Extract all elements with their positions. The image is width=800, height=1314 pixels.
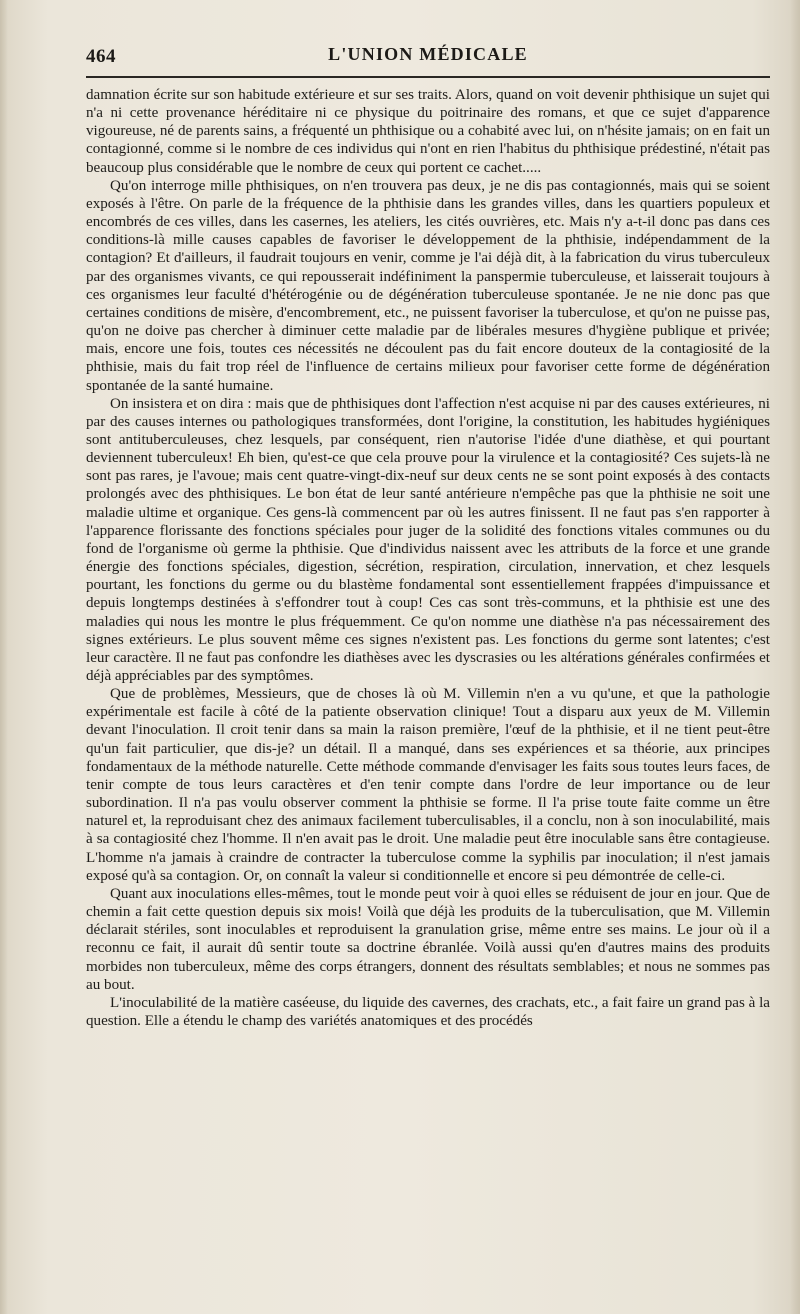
journal-title: L'UNION MÉDICALE	[328, 44, 528, 64]
paragraph-6: L'inoculabilité de la matière caséeuse, du liquide des cavernes, des crachats, etc., a fait faire un grand pas à la question. Elle a étendu le champ des variétés anatomiques et des procédés	[86, 994, 770, 1029]
scan-shadow-left	[0, 0, 8, 1314]
running-header	[86, 40, 770, 70]
paragraph-2: Qu'on interroge mille phthisiques, on n'en trouvera pas deux, je ne dis pas contagionnés, mais qui se soient exposés à l'être. On parle de la fréquence de la phthisie dans les grandes villes, dans les quartiers populeux et encombrés de ces villes, dans les casernes, les ateliers, les cités ouvrières, etc. Mais n'y a-t-il donc pas dans ces conditions-là mille causes capables de favoriser le développement de la phthisie, indépendamment de la contagion? Et d'ailleurs, il faudrait toujours en venir, comme je l'ai déjà dit, à la fabrication du virus tuberculeux par des organismes vivants, ce qui repousserait indéfiniment la panspermie tuberculeuse, et laisserait toujours à ces organismes leur faculté d'hétérogénie ou de dégénération tuberculeuse spontanée. Je ne nie donc pas que certaines conditions de misère, d'encombrement, etc., ne puissent favoriser la tuberculose, et qu'on ne puisse pas, qu'on ne doive pas chercher à diminuer cette maladie par de libérales mesures d'hygiène publique et privée; mais, encore une fois, toutes ces nécessités ne découlent pas du fait encore douteux de la contagiosité de la phthisie, mais du fait trop réel de l'influence de certains milieux pour favoriser cette forme de dégénération spontanée de la santé humaine.	[86, 177, 770, 394]
paragraph-3: On insistera et on dira : mais que de phthisiques dont l'affection n'est acquise ni par des causes extérieures, ni par des causes internes ou pathologiques transformées, dont l'origine, la constitution, les habitudes hygiéniques sont antituberculeuses, chez lesquels, par conséquent, rien n'autorise l'idée d'une diathèse, et qui pourtant deviennent tuberculeux! Eh bien, qu'est-ce que cela prouve pour la virulence et la contagiosité? Ces sujets-là ne sont pas rares, je l'avoue; mais cent quatre-vingt-dix-neuf sur deux cents ne se sont point exposés à des contacts prolongés avec des phthisiques. Le bon état de leur santé antérieure n'empêche pas que la phthisie ne soit une maladie ultime et organique. Ces gens-là commencent par où les autres finissent. Il ne faut pas s'en rapporter à l'apparence florissante des fonctions spéciales pour juger de la solidité des fonctions vitales communes ou du fond de l'organisme où germe la phthisie. Que d'individus naissent avec les attributs de la force et une grande énergie des fonctions spéciales, digestion, sécrétion, respiration, circulation, innervation, et chez lesquels pourtant, les fonctions du germe ou du blastème fondamental sont essentiellement frappées d'impuissance et depuis longtemps destinées à s'effondrer tout à coup! Ces cas sont très-communs, et la phthisie est une des maladies qui nous les montre le plus fréquemment. Ce qu'on nomme une diathèse n'a pas nécessairement des signes extérieurs. Le plus souvent même ces signes n'existent pas. Les fonctions du germe sont latentes; c'est leur caractère. Il ne faut pas confondre les diathèses avec les dyscrasies ou les altérations générales confirmées et déjà appréciables par des symptômes.	[86, 395, 770, 684]
page-number: 464	[86, 46, 116, 67]
header-rule	[86, 76, 770, 78]
scan-shadow-right	[790, 0, 800, 1314]
article-body	[86, 86, 770, 1030]
paragraph-1: damnation écrite sur son habitude extérieure et sur ses traits. Alors, quand on voit devenir phthisique un sujet qui n'a ni cette provenance héréditaire ni ce physique du poitrinaire des romans, et que ce sujet d'apparence vigoureuse, né de parents sains, a fréquenté un phthisique ou a cohabité avec lui, on n'hésite jamais; on en fait un contagionné, comme si le nombre de ces individus qui n'ont en rien l'habitus du phthisique prédestiné, n'était pas beaucoup plus considérable que le nombre de ceux qui portent ce cachet.....	[86, 87, 770, 176]
paragraph-4: Que de problèmes, Messieurs, que de choses là où M. Villemin n'en a vu qu'une, et que la pathologie expérimentale est facile à côté de la patiente observation clinique! Tout a disparu aux yeux de M. Villemin devant l'inoculation. Il croit tenir dans sa main la raison première, l'œuf de la phthisie, et il ne tient peut-être qu'un fait particulier, que dis-je? un détail. Il a manqué, dans ses expériences et sa théorie, aux principes fondamentaux de la méthode naturelle. Cette méthode commande d'envisager les faits sous toutes leurs faces, de tenir compte de tous leurs caractères et d'en tenir compte dans l'ordre de leur importance ou de leur subordination. Il n'a pas voulu observer comment la phthisie se forme. Il l'a prise toute faite comme un être naturel et, la reproduisant chez des animaux facilement tuberculisables, il a conclu, non à son inoculabilité, mais à sa contagiosité chez l'homme. Il n'en avait pas le droit. Une maladie peut être inoculable sans être contagieuse. L'homme n'a jamais à craindre de contracter la tuberculose comme la syphilis par inoculation; il n'est jamais exposé qu'à sa contagion. Or, on connaît la valeur si conditionnelle et encore si peu démontrée de celle-ci.	[86, 686, 770, 884]
paragraph-5: Quant aux inoculations elles-mêmes, tout le monde peut voir à quoi elles se réduisent de jour en jour. Que de chemin a fait cette question depuis six mois! Voilà que déjà les produits de la tuberculisation, que M. Villemin déclarait stériles, sont inoculables et reproduisent la granulation grise, même entre ses mains. Le jour où il a reconnu ce fait, il aurait dû sentir toute sa doctrine ébranlée. Voilà aussi qu'en d'autres mains des produits morbides non tuberculeux, même des corps étrangers, donnent des résultats semblables; et nous ne sommes pas au bout.	[86, 885, 770, 993]
